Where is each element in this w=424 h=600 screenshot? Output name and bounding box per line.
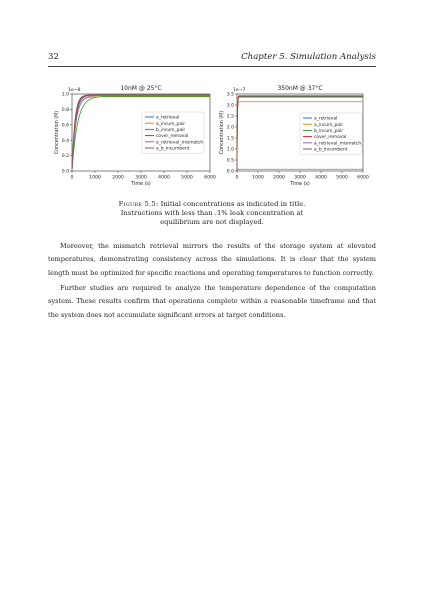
chart2-y-tick-label: 1.5: [226, 136, 234, 142]
chart1-x-tick-label: 4000: [158, 175, 170, 181]
chart1-legend-entry: a_b_incumbent: [156, 146, 190, 152]
chart1-y-axis-label: Concentration (M): [55, 110, 60, 155]
chart1-y-tick-label: 0.0: [61, 169, 69, 175]
chart2-x-tick-label: 2000: [273, 175, 285, 181]
chart1-legend-entry: cover_removal: [156, 134, 189, 140]
chart2-x-tick-label: 3000: [294, 175, 306, 181]
chart2-legend-entry: b_incum_pair: [314, 129, 344, 134]
caption-label: Figure 5.5:: [118, 200, 159, 208]
chart2-y-tick-label: 0.5: [226, 158, 234, 164]
chart1-y-tick-label: 0.6: [61, 123, 69, 129]
chart2-y-tick-label: 0.0: [226, 169, 234, 175]
chart2-legend-entry: a_retrieval_mismatch: [314, 141, 362, 147]
chart2-x-tick-label: 4000: [315, 175, 327, 181]
chart1-title: 10nM @ 25°C: [120, 85, 162, 92]
chart2-y-tick-label: 1.0: [226, 147, 234, 153]
figure-caption: [100, 200, 324, 228]
chart2-legend-entry: a_incum_pair: [314, 122, 344, 128]
chart2-x-axis-label: Time (s): [290, 182, 310, 187]
chart2-y-tick-label: 2.0: [226, 125, 234, 131]
chart2-x-tick-label: 1000: [252, 175, 264, 181]
chart1-x-tick-label: 1000: [89, 175, 101, 181]
chart2-y-tick-label: 2.5: [226, 114, 234, 120]
chart2-legend-entry: cover_removal: [314, 135, 347, 141]
body-paragraph-1: Moreover, the mismatch retrieval mirrors the results of the storage system at elevated temperatures, demonstrating consistency across the simulations. It is clear that the system length must be optimized for specific reactions and operating temperatures to function correctly.: [48, 241, 376, 277]
caption-text: Initial concentrations as indicated in title. Instructions with less than .1% leak concentration at equilibrium are not displayed.: [120, 200, 306, 227]
chart1-y-tick-label: 0.2: [61, 154, 69, 160]
chart2-x-tick-label: 5000: [336, 175, 348, 181]
chart1-x-axis-label: Time (s): [131, 182, 151, 187]
page-number: 32: [48, 52, 59, 62]
chart2-legend-entry: a_retrieval: [314, 116, 338, 122]
chart1-y-tick-label: 0.4: [61, 138, 69, 144]
chart2-y-tick-label: 3.5: [226, 92, 234, 98]
chart1-x-tick-label: 6000: [204, 175, 216, 181]
chapter-title: Chapter 5. Simulation Analysis: [241, 52, 376, 62]
chart1-y-tick-label: 1.0: [61, 92, 69, 98]
chart1-scale-label: 1e−8: [68, 88, 81, 93]
chart2-y-axis-label: Concentration (M): [220, 110, 225, 155]
chart2-scale-label: 1e−7: [233, 88, 246, 93]
chart2-x-tick-label: 0: [235, 175, 239, 181]
chart1-x-tick-label: 5000: [181, 175, 193, 181]
chart1-y-tick-label: 0.8: [61, 108, 69, 113]
chart2-legend-entry: a_b_incumbent: [314, 147, 348, 153]
body-paragraph-2: Further studies are required to analyze the temperature dependence of the computation system. These results confirm that operations complete within a reasonable timeframe and that the system does not accumulate significant errors at target conditions.: [48, 283, 376, 319]
chart1-x-tick-label: 0: [70, 175, 74, 181]
chart2-x-tick-label: 6000: [357, 175, 369, 181]
chart2-y-tick-label: 3.0: [226, 103, 234, 109]
chart1-legend-entry: a_retrieval: [156, 115, 180, 121]
chart1-x-tick-label: 2000: [112, 175, 124, 181]
chart1-legend-entry: b_incum_pair: [156, 128, 186, 133]
chart1-legend-entry: a_incum_pair: [156, 121, 186, 127]
chart2-title: 350nM @ 37°C: [277, 85, 323, 92]
chart1-x-tick-label: 3000: [135, 175, 147, 181]
chart1-legend-entry: a_retrieval_mismatch: [156, 140, 204, 146]
figure-charts: [0, 0, 424, 200]
